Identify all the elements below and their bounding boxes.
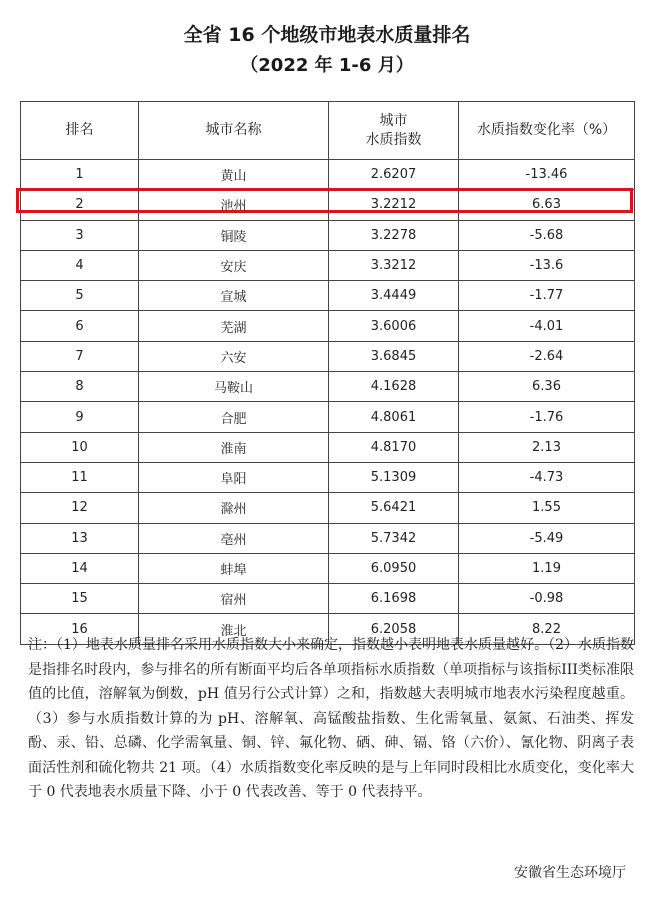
header-index-line1: 城市 — [379, 112, 408, 129]
cell-city: 阜阳 — [139, 462, 329, 492]
cell-change: -4.73 — [459, 462, 635, 492]
cell-change: -0.98 — [459, 584, 635, 614]
page-subtitle: （2022 年 1-6 月） — [240, 55, 414, 76]
table-row — [21, 462, 635, 492]
header-rank: 排名 — [21, 102, 139, 160]
table-row — [21, 523, 635, 553]
cell-change: -1.77 — [459, 281, 635, 311]
cell-change: -1.76 — [459, 402, 635, 432]
cell-city: 滁州 — [139, 493, 329, 523]
cell-rank: 8 — [21, 372, 139, 402]
cell-city: 亳州 — [139, 523, 329, 553]
header-city: 城市名称 — [139, 102, 329, 160]
cell-rank: 14 — [21, 553, 139, 583]
cell-city: 安庆 — [139, 250, 329, 280]
ranking-table — [20, 101, 635, 645]
table-row — [21, 281, 635, 311]
cell-change: -5.68 — [459, 220, 635, 250]
cell-rank: 15 — [21, 584, 139, 614]
cell-change: 6.36 — [459, 372, 635, 402]
cell-rank: 7 — [21, 341, 139, 371]
table-row — [21, 220, 635, 250]
cell-index: 6.0950 — [329, 553, 459, 583]
cell-rank: 3 — [21, 220, 139, 250]
table-row — [21, 341, 635, 371]
cell-index: 3.2278 — [329, 220, 459, 250]
page-title: 全省 16 个地级市地表水质量排名 — [183, 24, 471, 46]
cell-change: 1.55 — [459, 493, 635, 523]
cell-city: 芜湖 — [139, 311, 329, 341]
cell-rank: 5 — [21, 281, 139, 311]
cell-city: 宿州 — [139, 584, 329, 614]
cell-city: 淮北 — [139, 614, 329, 644]
cell-index: 5.1309 — [329, 462, 459, 492]
cell-change: -5.49 — [459, 523, 635, 553]
cell-city: 池州 — [139, 190, 329, 220]
cell-index: 4.8061 — [329, 402, 459, 432]
cell-rank: 6 — [21, 311, 139, 341]
cell-change: -13.46 — [459, 160, 635, 190]
cell-index: 3.6006 — [329, 311, 459, 341]
cell-index: 4.1628 — [329, 372, 459, 402]
cell-change: 8.22 — [459, 614, 635, 644]
table-row — [21, 432, 635, 462]
cell-index: 6.2058 — [329, 614, 459, 644]
cell-rank: 13 — [21, 523, 139, 553]
cell-index: 2.6207 — [329, 160, 459, 190]
highlight-box — [16, 188, 633, 213]
cell-index: 3.3212 — [329, 250, 459, 280]
table-row — [21, 250, 635, 280]
cell-rank: 16 — [21, 614, 139, 644]
cell-rank: 10 — [21, 432, 139, 462]
cell-rank: 2 — [21, 190, 139, 220]
cell-change: -13.6 — [459, 250, 635, 280]
cell-index: 5.7342 — [329, 523, 459, 553]
cell-city: 六安 — [139, 341, 329, 371]
header-index-line2: 水质指数 — [365, 131, 422, 148]
cell-index: 6.1698 — [329, 584, 459, 614]
table-row — [21, 493, 635, 523]
table-row — [21, 553, 635, 583]
cell-rank: 1 — [21, 160, 139, 190]
table-row — [21, 584, 635, 614]
table-row — [21, 311, 635, 341]
table-row — [21, 372, 635, 402]
table-row — [21, 160, 635, 190]
header-index — [329, 102, 459, 160]
cell-city: 宣城 — [139, 281, 329, 311]
cell-index: 3.2212 — [329, 190, 459, 220]
cell-change: -2.64 — [459, 341, 635, 371]
cell-index: 4.8170 — [329, 432, 459, 462]
table-row — [21, 402, 635, 432]
cell-city: 铜陵 — [139, 220, 329, 250]
cell-change: 1.19 — [459, 553, 635, 583]
cell-city: 黄山 — [139, 160, 329, 190]
cell-rank: 12 — [21, 493, 139, 523]
cell-index: 3.4449 — [329, 281, 459, 311]
cell-change: 2.13 — [459, 432, 635, 462]
cell-city: 合肥 — [139, 402, 329, 432]
cell-city: 马鞍山 — [139, 372, 329, 402]
cell-rank: 9 — [21, 402, 139, 432]
cell-city: 淮南 — [139, 432, 329, 462]
cell-change: 6.63 — [459, 190, 635, 220]
cell-city: 蚌埠 — [139, 553, 329, 583]
cell-index: 3.6845 — [329, 341, 459, 371]
footnote: 注：（1）地表水质量排名采用水质指数大小来确定，指数越小表明地表水质量越好。（2）水质指数是指排名时段内，参与排名的所有断面平均后各单项指标水质指数（单项指标与该指标III类标准限值的比值，溶解氧为倒数，pH 值另行公式计算）之和，指数越大表明城市地表水污染程度越重。（3）参与水质指数计算的为 pH、溶解氧、高锰酸盐指数、生化需氧量、氨氮、石油类、挥发酚、汞、铅、总磷、化学需氧量、铜、锌、氟化物、硒、砷、镉、铬（六价）、氰化物、阴离子表面活性剂和硫化物共 21 项。（4）水质指数变化率反映的是与上年同时段相比水质变化，变化率大于 0 代表地表水质量下降、小于 0 代表改善、等于 0 代表持平。 — [28, 637, 634, 800]
signature: 安徽省生态环境厅 — [514, 865, 626, 881]
cell-change: -4.01 — [459, 311, 635, 341]
cell-rank: 11 — [21, 462, 139, 492]
table-header-row — [21, 102, 635, 160]
cell-index: 5.6421 — [329, 493, 459, 523]
cell-rank: 4 — [21, 250, 139, 280]
header-change: 水质指数变化率（%） — [459, 102, 635, 160]
